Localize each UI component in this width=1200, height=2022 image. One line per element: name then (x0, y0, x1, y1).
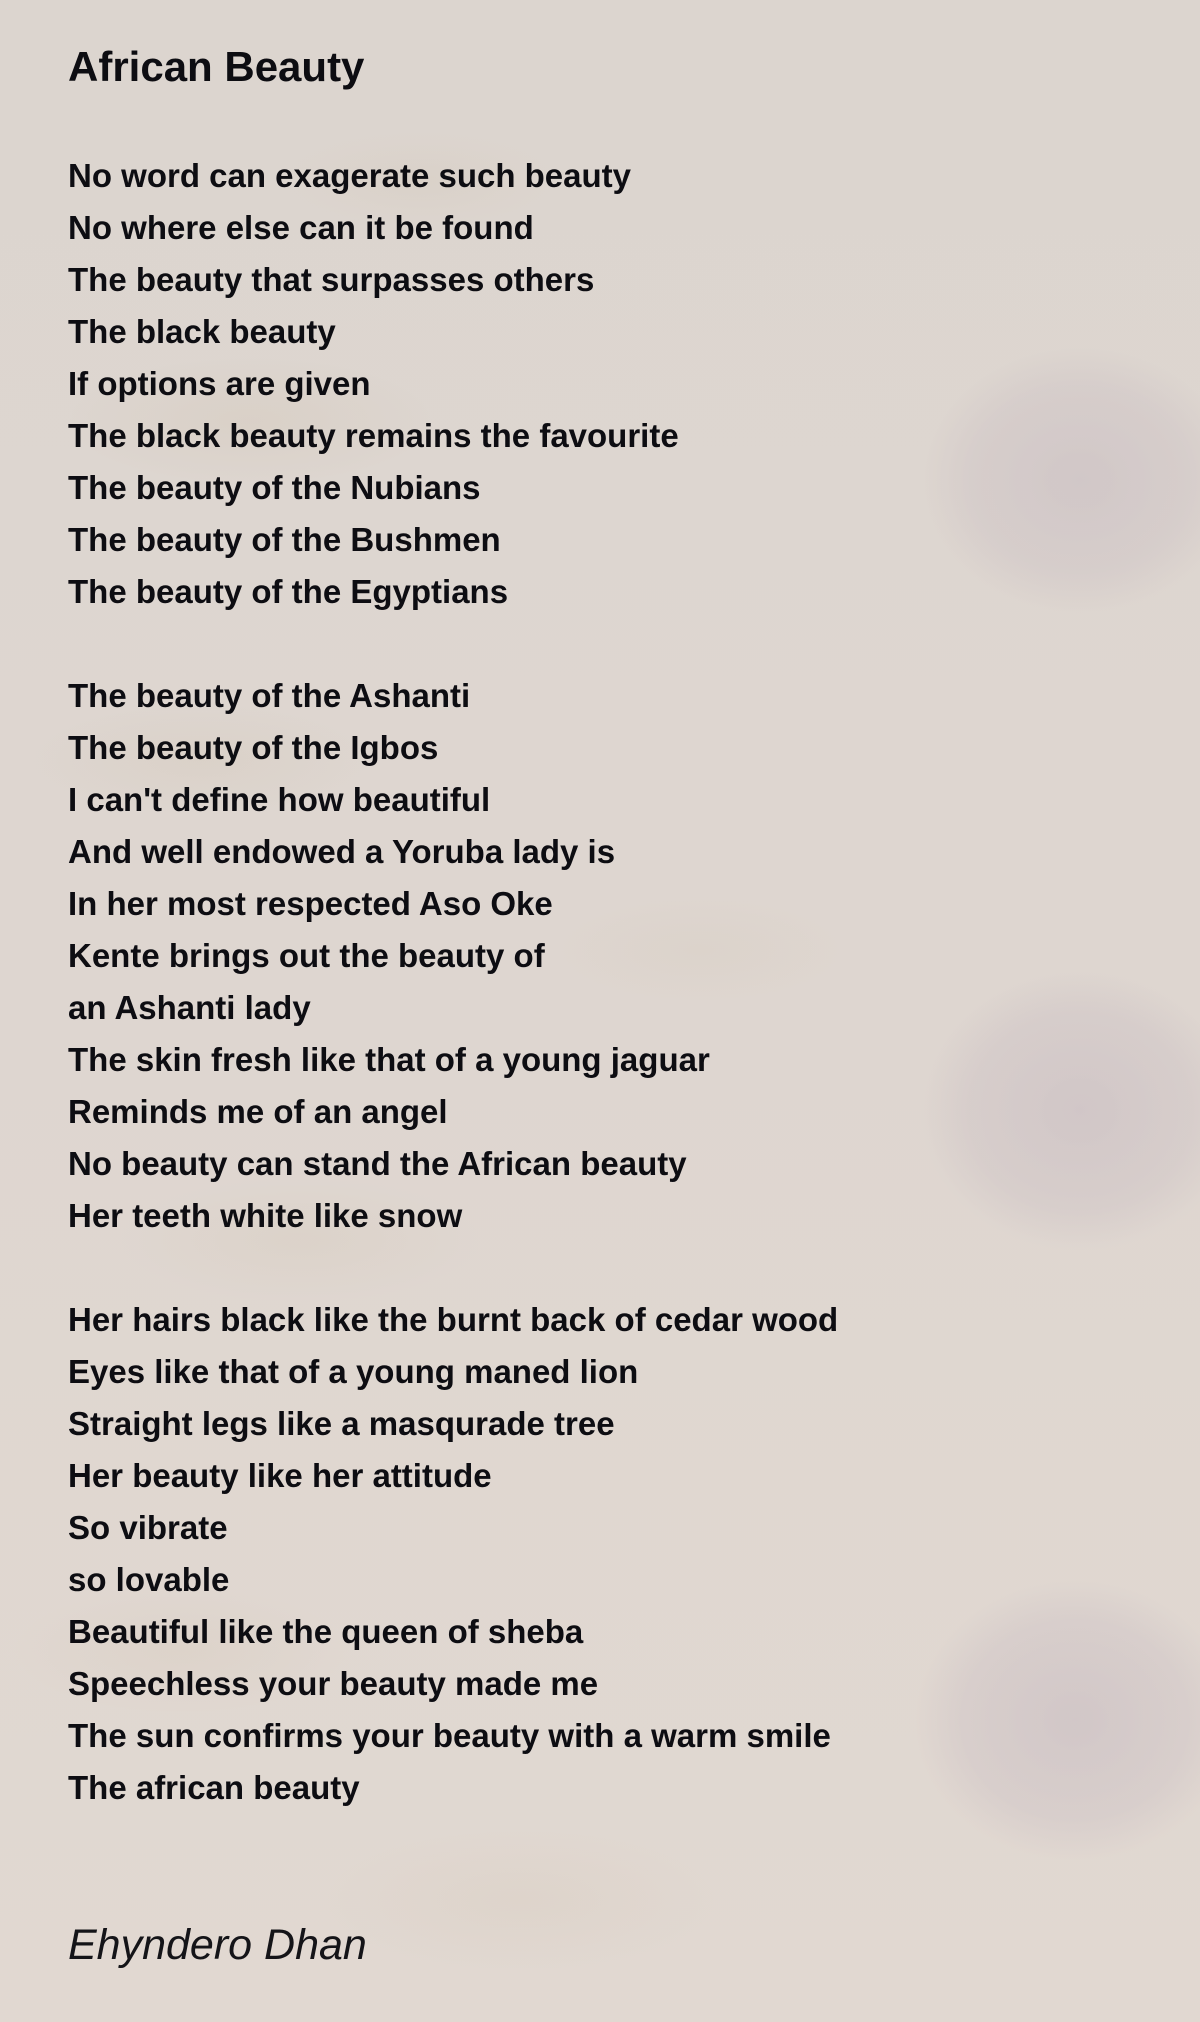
stanza (68, 670, 1140, 1242)
poem-title: African Beauty (68, 43, 365, 90)
poem-line: In her most respected Aso Oke (68, 884, 553, 922)
poem-line: Beautiful like the queen of sheba (68, 1612, 584, 1650)
poem-line: No where else can it be found (68, 208, 534, 246)
poem-line: The black beauty (68, 312, 336, 350)
poem-line: Her teeth white like snow (68, 1196, 463, 1234)
poem-line: Straight legs like a masqurade tree (68, 1404, 615, 1442)
poem-line: The african beauty (68, 1768, 360, 1806)
poem-line: The beauty of the Nubians (68, 468, 481, 506)
poem-line: So vibrate (68, 1508, 228, 1546)
poem-line: The beauty that surpasses others (68, 260, 595, 298)
poem-line: The beauty of the Igbos (68, 728, 439, 766)
poem-line: Kente brings out the beauty of (68, 936, 545, 974)
poem-line: And well endowed a Yoruba lady is (68, 832, 616, 870)
poem-line: The sun confirms your beauty with a warm smile (68, 1716, 831, 1754)
poem-line: an Ashanti lady (68, 988, 311, 1026)
poem-body (68, 150, 1140, 1814)
poem-line: No beauty can stand the African beauty (68, 1144, 687, 1182)
poem-line: so lovable (68, 1560, 230, 1598)
poem-line: Her hairs black like the burnt back of cedar wood (68, 1300, 839, 1338)
stanza (68, 150, 1140, 618)
poem-author-name: Ehyndero Dhan (68, 1920, 367, 1969)
poem-line: I can't define how beautiful (68, 780, 491, 818)
poem-line: The beauty of the Bushmen (68, 520, 501, 558)
poem-line: No word can exagerate such beauty (68, 156, 632, 194)
poem-line: The skin fresh like that of a young jaguar (68, 1040, 710, 1078)
poem-line: The beauty of the Egyptians (68, 572, 509, 610)
poem-line: Reminds me of an angel (68, 1092, 448, 1130)
poem-line: Eyes like that of a young maned lion (68, 1352, 639, 1390)
poem-line: If options are given (68, 364, 371, 402)
poem-line: The black beauty remains the favourite (68, 416, 679, 454)
stanza (68, 1294, 1140, 1814)
poem-line: Speechless your beauty made me (68, 1664, 599, 1702)
poem-line: The beauty of the Ashanti (68, 676, 471, 714)
poem-line: Her beauty like her attitude (68, 1456, 492, 1494)
